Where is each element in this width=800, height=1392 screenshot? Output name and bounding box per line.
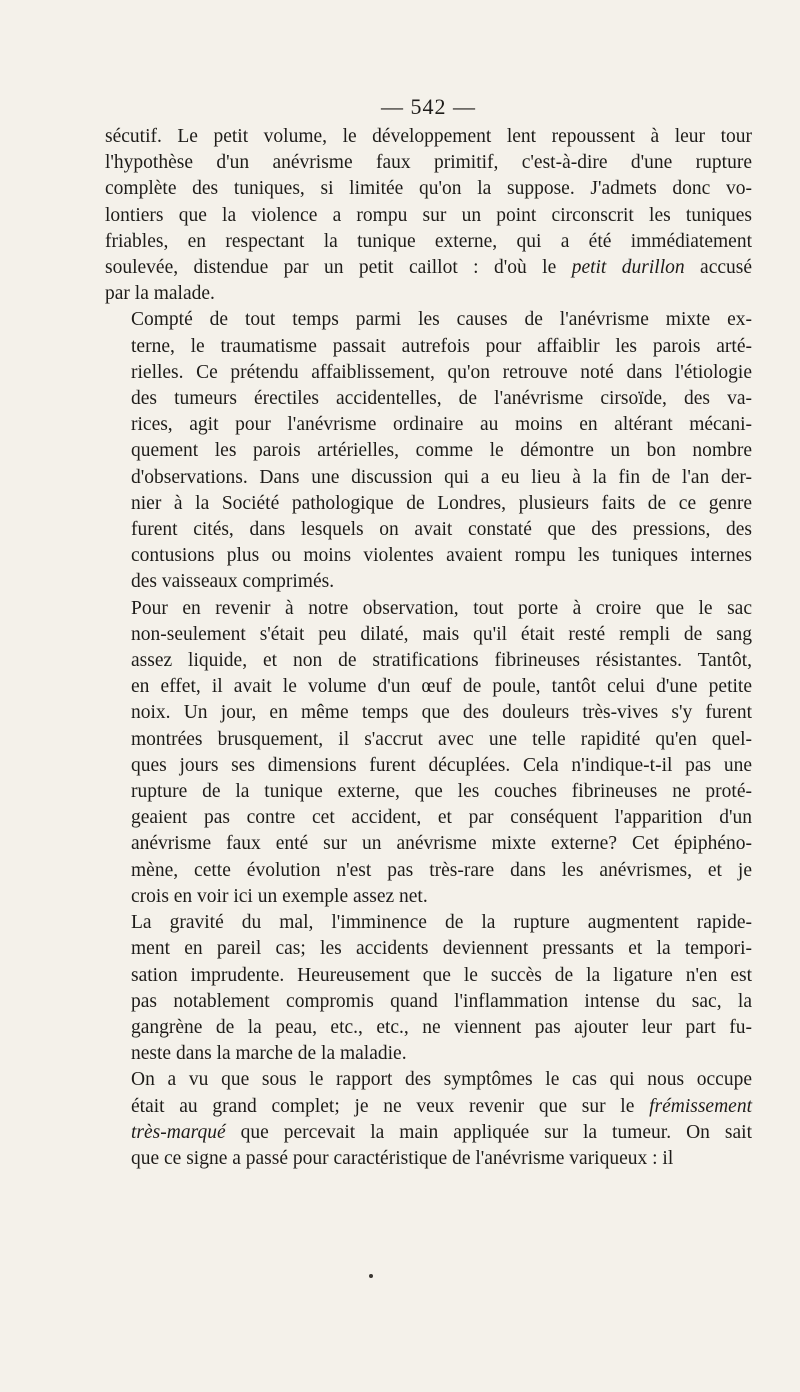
text-line: furent cités, dans lesquels on avait constaté que des pressions, des	[131, 519, 752, 541]
italic-term: petit durillon	[571, 257, 685, 279]
text-line: gangrène de la peau, etc., etc., ne viennent pas ajouter leur part fu-	[131, 1016, 752, 1038]
page-number: — 542 —	[381, 94, 476, 119]
text-line: mène, cette évolution n'est pas très-rare dans les anévrismes, et je	[131, 859, 752, 881]
text-line: très-marqué que percevait la main appliquée sur la tumeur. On sait	[131, 1121, 752, 1143]
paragraph-3	[105, 596, 752, 910]
text-line: en effet, il avait le volume d'un œuf de poule, tantôt celui d'une petite	[131, 676, 752, 698]
italic-term: frémissement	[649, 1095, 752, 1117]
text-line: On a vu que sous le rapport des symptômes le cas qui nous occupe	[131, 1069, 752, 1091]
text-line: friables, en respectant la tunique externe, qui a été immédiatement	[105, 230, 752, 252]
text-line: Compté de tout temps parmi les causes de l'anévrisme mixte ex-	[131, 309, 752, 331]
paragraph-1	[105, 124, 752, 307]
text-line: lontiers que la violence a rompu sur un point circonscrit les tuniques	[105, 204, 752, 226]
text-line: rupture de la tunique externe, que les couches fibrineuses ne proté-	[131, 781, 752, 803]
text-line: ment en pareil cas; les accidents deviennent pressants et la tempori-	[131, 938, 752, 960]
text-line: par la malade.	[105, 283, 215, 305]
text-line: soulevée, distendue par un petit caillot : d'où le petit durillon accusé	[105, 257, 753, 279]
text-line: crois en voir ici un exemple assez net.	[131, 885, 428, 907]
text-line: l'hypothèse d'un anévrisme faux primitif, c'est-à-dire d'une rupture	[105, 152, 752, 174]
text-line: contusions plus ou moins violentes avaient rompu les tuniques internes	[131, 545, 752, 567]
text-line: était au grand complet; je ne veux revenir que sur le frémissement	[131, 1095, 752, 1117]
text-line: montrées brusquement, il s'accrut avec une telle rapidité qu'en quel-	[131, 728, 752, 750]
paragraph-4	[105, 910, 752, 1067]
text-line: des tumeurs érectiles accidentelles, de l'anévrisme cirsoïde, des va-	[131, 388, 752, 410]
text-line: quement les parois artérielles, comme le démontre un bon nombre	[131, 440, 752, 462]
text-line: des vaisseaux comprimés.	[131, 571, 335, 593]
paragraph-5	[105, 1067, 752, 1172]
text-line: sation imprudente. Heureusement que le succès de la ligature n'en est	[131, 964, 752, 986]
text-line: noix. Un jour, en même temps que des douleurs très-vives s'y furent	[131, 702, 752, 724]
ink-speck	[369, 1274, 373, 1278]
text-line: La gravité du mal, l'imminence de la rupture augmentent rapide-	[131, 912, 752, 934]
paragraph-2	[105, 307, 752, 595]
text-line: pas notablement compromis quand l'inflammation intense du sac, la	[131, 990, 752, 1012]
text-line: rielles. Ce prétendu affaiblissement, qu'on retrouve noté dans l'étiologie	[131, 361, 752, 383]
text-line: nier à la Société pathologique de Londres, plusieurs faits de ce genre	[131, 492, 752, 514]
text-line: complète des tuniques, si limitée qu'on la suppose. J'admets donc vo-	[105, 178, 752, 200]
text-line: que ce signe a passé pour caractéristique de l'anévrisme variqueux : il	[131, 1147, 674, 1169]
text-line: rices, agit pour l'anévrisme ordinaire au moins en altérant mécani-	[131, 414, 752, 436]
text-line: terne, le traumatisme passait autrefois pour affaiblir les parois arté-	[131, 335, 752, 357]
text-line: anévrisme faux enté sur un anévrisme mixte externe? Cet épiphéno-	[131, 833, 752, 855]
italic-term: très-marqué	[131, 1121, 226, 1143]
text-line: neste dans la marche de la maladie.	[131, 1043, 407, 1065]
text-line: ques jours ses dimensions furent décuplées. Cela n'indique-t-il pas une	[131, 754, 752, 776]
text-line: assez liquide, et non de stratifications fibrineuses résistantes. Tantôt,	[131, 650, 752, 672]
text-line: d'observations. Dans une discussion qui a eu lieu à la fin de l'an der-	[131, 466, 752, 488]
text-line: geaient pas contre cet accident, et par conséquent l'apparition d'un	[131, 807, 752, 829]
text-line: Pour en revenir à notre observation, tout porte à croire que le sac	[131, 597, 752, 619]
text-line: sécutif. Le petit volume, le développement lent repoussent à leur tour	[105, 126, 752, 147]
text-line: non-seulement s'était peu dilaté, mais qu'il était resté rempli de sang	[131, 623, 752, 645]
